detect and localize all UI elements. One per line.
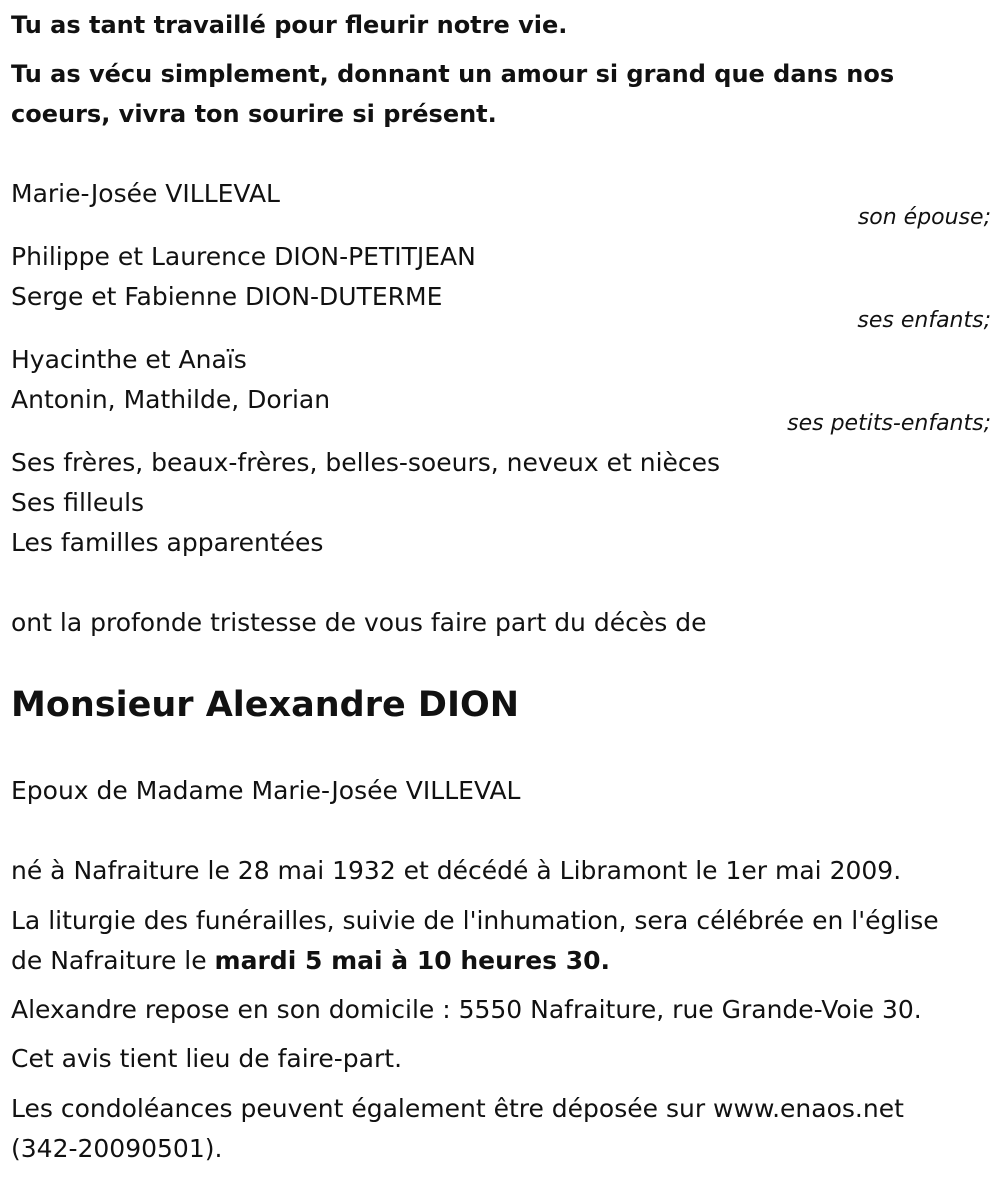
birth-death-text: né à Nafraiture le 28 mai 1932 et décédé à Libramont le 1er mai 2009. [11, 856, 902, 885]
funeral-line-1: La liturgie des funérailles, suivie de l'inhumation, sera célébrée en l'église [11, 906, 939, 935]
notice-text: Cet avis tient lieu de faire-part. [11, 1044, 403, 1073]
condolences-line-1: Les condoléances peuvent également être déposée sur www.enaos.net [11, 1094, 904, 1123]
child-1: Philippe et Laurence DION-PETITJEAN [11, 242, 476, 271]
funeral-line-2-prefix: de Nafraiture le [11, 946, 215, 975]
spouse-name: Marie-Josée VILLEVAL [11, 179, 280, 208]
grandchildren-role: ses petits-enfants; [787, 411, 991, 436]
child-2: Serge et Fabienne DION-DUTERME [11, 282, 443, 311]
deceased-name: Monsieur Alexandre DION [11, 685, 520, 725]
repose-text: Alexandre repose en son domicile : 5550 Nafraiture, rue Grande-Voie 30. [11, 995, 922, 1024]
poem-line-1: Tu as tant travaillé pour fleurir notre vie. [11, 11, 568, 39]
spouse-role: son épouse; [857, 205, 991, 230]
relatives-line-2: Ses filleuls [11, 488, 145, 517]
spouse-of-text: Epoux de Madame Marie-Josée VILLEVAL [11, 776, 521, 805]
announcement-text: ont la profonde tristesse de vous faire part du décès de [11, 608, 707, 637]
children-role: ses enfants; [857, 308, 991, 333]
funeral-line-2 [11, 946, 610, 976]
grandchild-2: Antonin, Mathilde, Dorian [11, 385, 331, 414]
relatives-line-3: Les familles apparentées [11, 528, 324, 557]
funeral-date-time: mardi 5 mai à 10 heures 30. [214, 946, 611, 975]
poem-line-3: coeurs, vivra ton sourire si présent. [11, 100, 497, 128]
condolences-line-2: (342-20090501). [11, 1134, 223, 1163]
relatives-line-1: Ses frères, beaux-frères, belles-soeurs, neveux et nièces [11, 448, 721, 477]
grandchild-1: Hyacinthe et Anaïs [11, 345, 247, 374]
poem-line-2: Tu as vécu simplement, donnant un amour si grand que dans nos [11, 60, 895, 88]
